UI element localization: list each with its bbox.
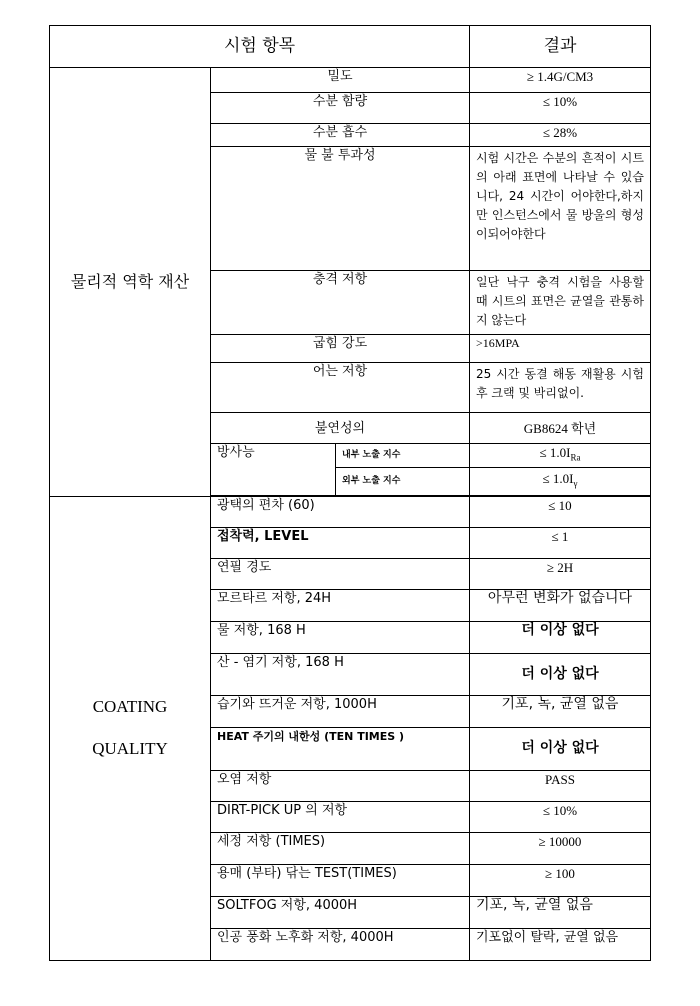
physical-group-label xyxy=(50,68,211,497)
header-item: 시험 항목 xyxy=(50,26,470,68)
external-exposure-value xyxy=(470,467,651,495)
coating-row-value: ≥ 10000 xyxy=(470,832,651,864)
permeability-value: 시험 시간은 수분의 흔적이 시트의 아래 표면에 나타날 수 있습니다, 24 시간이 어야한다,하지만 인스턴스에서 물 방울의 형성이되어야한다 xyxy=(470,147,651,271)
coating-row-value: ≤ 1 xyxy=(470,527,651,558)
coating-row-value: PASS xyxy=(470,770,651,801)
coating-row-value: 더 이상 없다 xyxy=(470,727,651,770)
external-value-text: ≤ 1.0I xyxy=(542,470,574,486)
coating-row-name: 접착력, LEVEL xyxy=(211,527,470,558)
coating-row-value: ≤ 10% xyxy=(470,801,651,832)
absorption-value: ≤ 28% xyxy=(470,124,651,147)
table-row xyxy=(50,496,651,527)
coating-row-name: 연필 경도 xyxy=(211,558,470,589)
internal-exposure-value xyxy=(470,444,651,468)
coating-row-name: 세정 저항 (TIMES) xyxy=(211,832,470,864)
coating-row-value: 더 이상 없다 xyxy=(470,621,651,653)
bending-value: >16MPA xyxy=(470,335,651,363)
density-value: ≥ 1.4G/CM3 xyxy=(470,68,651,93)
density-name: 밀도 xyxy=(211,68,470,93)
coating-row-name: 광택의 편차 (60) xyxy=(211,496,470,527)
internal-exposure-label: 내부 노출 지수 xyxy=(336,444,470,468)
absorption-name: 수분 흡수 xyxy=(211,124,470,147)
coating-row-name: 산 - 염기 저항, 168 H xyxy=(211,653,470,695)
internal-value-text: ≤ 1.0I xyxy=(539,445,571,460)
internal-value-sub: Ra xyxy=(570,452,581,463)
coating-row-name: DIRT-PICK UP 의 저항 xyxy=(211,801,470,832)
coating-row-name: SOLTFOG 저항, 4000H xyxy=(211,896,470,928)
coating-group-line1: COATING xyxy=(92,697,168,717)
header-result: 결과 xyxy=(470,26,651,68)
permeability-name: 물 불 투과성 xyxy=(211,147,470,271)
coating-row-value: 더 이상 없다 xyxy=(470,653,651,695)
impact-name: 충격 저항 xyxy=(211,271,470,335)
test-results-table xyxy=(49,25,651,961)
coating-row-name: 인공 풍화 노후화 저항, 4000H xyxy=(211,928,470,960)
coating-row-value: 기포, 녹, 균열 없음 xyxy=(470,695,651,727)
coating-group-label xyxy=(50,496,211,960)
freeze-name: 어는 저항 xyxy=(211,363,470,413)
physical-group-text: 물리적 역학 재산 xyxy=(70,271,190,291)
header-row xyxy=(50,26,651,68)
moisture-value: ≤ 10% xyxy=(470,93,651,124)
coating-row-value: ≥ 2H xyxy=(470,558,651,589)
impact-value: 일단 낙구 충격 시험을 사용할 때 시트의 표면은 균열을 관통하지 않는다 xyxy=(470,271,651,335)
bending-name: 굽힘 강도 xyxy=(211,335,470,363)
coating-group-line2: QUALITY xyxy=(92,739,168,759)
coating-row-name: 모르타르 저항, 24H xyxy=(211,589,470,621)
coating-row-name: HEAT 주기의 내한성 (TEN TIMES ) xyxy=(211,727,470,770)
coating-row-value: 기포없이 탈락, 균열 없음 xyxy=(470,928,651,960)
coating-row-name: 오염 저항 xyxy=(211,770,470,801)
coating-row-value: 아무런 변화가 없습니다 xyxy=(470,589,651,621)
external-exposure-label: 외부 노출 지수 xyxy=(336,467,470,495)
table-row xyxy=(50,68,651,93)
coating-row-value: ≥ 100 xyxy=(470,864,651,896)
nonflammable-name: 불연성의 xyxy=(211,413,470,444)
coating-row-name: 습기와 뜨거운 저항, 1000H xyxy=(211,695,470,727)
moisture-name: 수분 함량 xyxy=(211,93,470,124)
freeze-value: 25 시간 동결 해동 재활용 시험 후 크랙 및 박리없이. xyxy=(470,363,651,413)
external-value-sub: γ xyxy=(573,478,578,489)
nonflammable-value: GB8624 학년 xyxy=(470,413,651,444)
coating-row-value: 기포, 녹, 균열 없음 xyxy=(470,896,651,928)
coating-row-name: 용매 (부타) 닦는 TEST(TIMES) xyxy=(211,864,470,896)
coating-row-value: ≤ 10 xyxy=(470,496,651,527)
coating-row-name: 물 저항, 168 H xyxy=(211,621,470,653)
radioactivity-name: 방사능 xyxy=(211,444,336,496)
